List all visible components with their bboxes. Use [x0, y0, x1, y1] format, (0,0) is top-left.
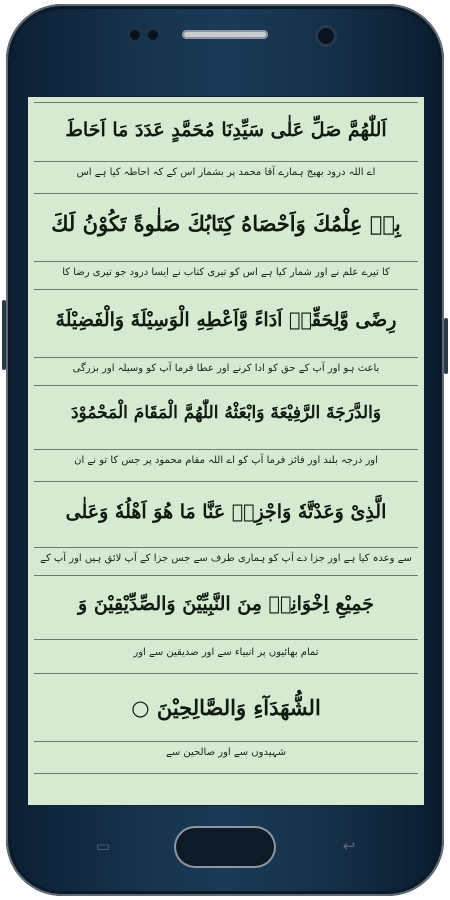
divider	[34, 575, 418, 576]
divider	[34, 289, 418, 290]
divider	[34, 261, 418, 262]
sensor-dot-2	[148, 30, 158, 40]
divider	[34, 193, 418, 194]
power-key	[444, 318, 448, 374]
divider	[34, 741, 418, 742]
earpiece-speaker	[182, 30, 268, 39]
divider	[34, 161, 418, 162]
divider	[34, 385, 418, 386]
front-camera	[318, 28, 334, 44]
screen	[27, 96, 425, 806]
sensor-dot-1	[130, 30, 140, 40]
arabic-line-4: وَالدَّرَجَةَ الرَّفِيْعَةَ وَابْعَثْهُ اللّٰهُمَّ الْمَقَامَ الْمَحْمُوْدَ	[70, 403, 382, 423]
divider	[34, 481, 418, 482]
divider	[34, 673, 418, 674]
divider	[34, 102, 418, 103]
divider	[34, 357, 418, 358]
urdu-line-5: سے وعدہ کیا ہے اور جزا دے آپ کو ہماری طرف سے جس جزا کے آپ لائق ہیں اور آپ کے	[40, 553, 412, 564]
arabic-line-5: الَّذِىْ وَعَدْتَّهٗ وَاجْزِهٖ عَنَّا مَا هُوَ اَهْلُهٗ وَعَلٰى	[65, 501, 387, 523]
home-button[interactable]	[176, 828, 274, 866]
volume-key	[2, 300, 6, 370]
urdu-line-1: اے اللہ درود بھیج ہمارے آقا محمد پر بشمار اس کے کہ احاطہ کیا ہے اس	[76, 167, 376, 178]
urdu-line-7: شہیدوں سے اور صالحین سے	[166, 747, 286, 758]
urdu-line-3: باعث ہو اور آپ کے حق کو ادا کرنے اور عطا فرما آپ کو وسیلہ اور بزرگی	[72, 363, 380, 374]
divider	[34, 547, 418, 548]
arabic-line-6: جَمِيْعِ اِخْوَانِهٖ مِنَ النَّبِيِّيْنَ وَالصِّدِّيْقِيْنَ وَ	[78, 593, 374, 615]
divider	[34, 773, 418, 774]
divider	[34, 449, 418, 450]
recent-apps-icon[interactable]: ▭	[95, 837, 111, 855]
urdu-line-4: اور درجہ بلند اور فائز فرما آپ کو اے اللہ مقام محمود پر جس کا تو نے ان	[74, 455, 378, 466]
urdu-line-2: کا تیرے علم نے اور شمار کیا ہے اس کو تیری کتاب نے ایسا درود جو تیری رضا کا	[62, 267, 390, 278]
arabic-line-7: الشُّهَدَآءِ وَالصَّالِحِيْنَ ○	[131, 695, 321, 720]
arabic-line-2: بِهٖ عِلْمُكَ وَاَحْصَاهُ كِتَابُكَ صَلٰوةً تَكُوْنُ لَكَ	[51, 211, 401, 236]
divider	[34, 639, 418, 640]
arabic-line-1: اَللّٰهُمَّ صَلِّ عَلٰى سَيِّدِنَا مُحَمَّدٍ عَدَدَ مَا اَحَاطَ	[65, 119, 387, 141]
arabic-line-3: رِضًى وَّلِحَقِّهٖ اَدَاءً وَّاَعْطِهِ الْوَسِيْلَةَ وَالْفَضِيْلَةَ	[55, 309, 397, 331]
urdu-line-6: تمام بھائیوں پر انبیاء سے اور صدیقین سے اور	[133, 647, 319, 658]
back-icon[interactable]: ↩	[342, 837, 356, 855]
